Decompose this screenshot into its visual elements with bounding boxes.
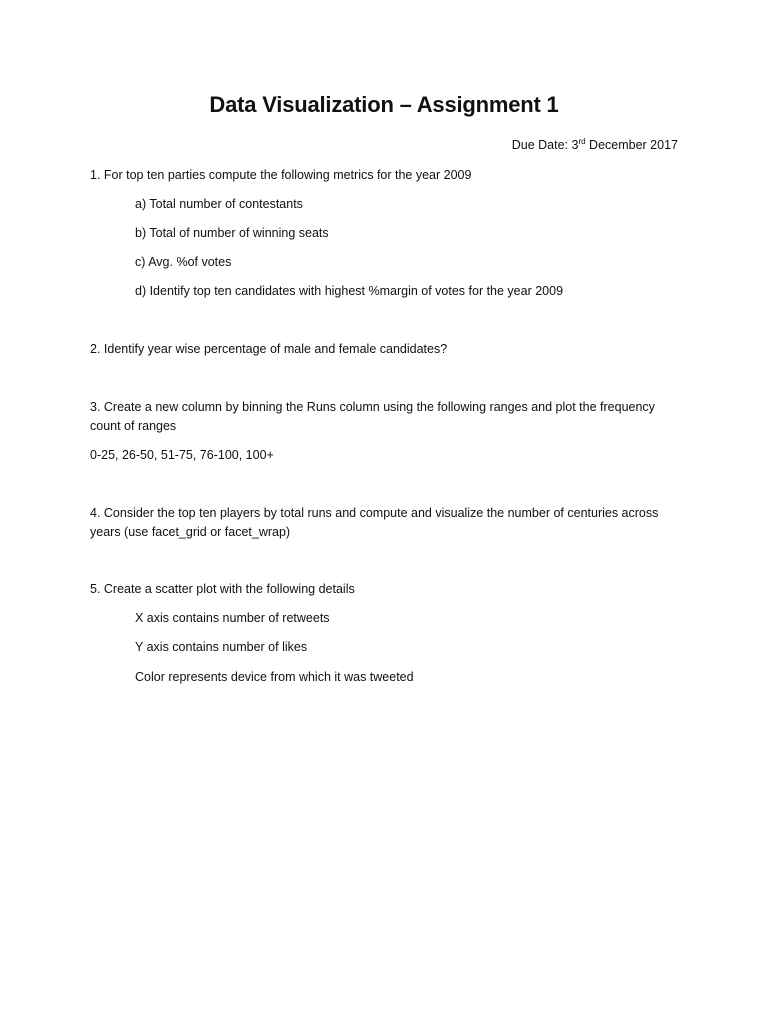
question-4: 4. Consider the top ten players by total runs and compute and visualize the number of centuries across years (use facet_grid or facet_wrap)	[90, 506, 659, 539]
question-1-item-a: a) Total number of contestants	[135, 197, 303, 211]
question-5: 5. Create a scatter plot with the following details	[90, 582, 355, 596]
question-1: 1. For top ten parties compute the following metrics for the year 2009	[90, 168, 472, 182]
question-1-item-d: d) Identify top ten candidates with highest %margin of votes for the year 2009	[135, 284, 564, 298]
question-5-item-x: X axis contains number of retweets	[135, 611, 330, 625]
question-2: 2. Identify year wise percentage of male and female candidates?	[90, 342, 448, 356]
document-title: Data Visualization – Assignment 1	[209, 92, 559, 117]
question-1-item-b: b) Total of number of winning seats	[135, 226, 329, 240]
due-date: Due Date: 3rd December 2017	[511, 136, 678, 152]
question-3: 3. Create a new column by binning the Runs column using the following ranges and plot the frequency count of ranges	[90, 400, 655, 433]
question-5-item-y: Y axis contains number of likes	[135, 640, 308, 654]
question-1-item-c: c) Avg. %of votes	[135, 255, 232, 269]
question-5-item-color: Color represents device from which it was tweeted	[135, 670, 414, 684]
question-3-ranges: 0-25, 26-50, 51-75, 76-100, 100+	[90, 448, 274, 462]
due-date-ordinal: rd	[578, 136, 586, 146]
